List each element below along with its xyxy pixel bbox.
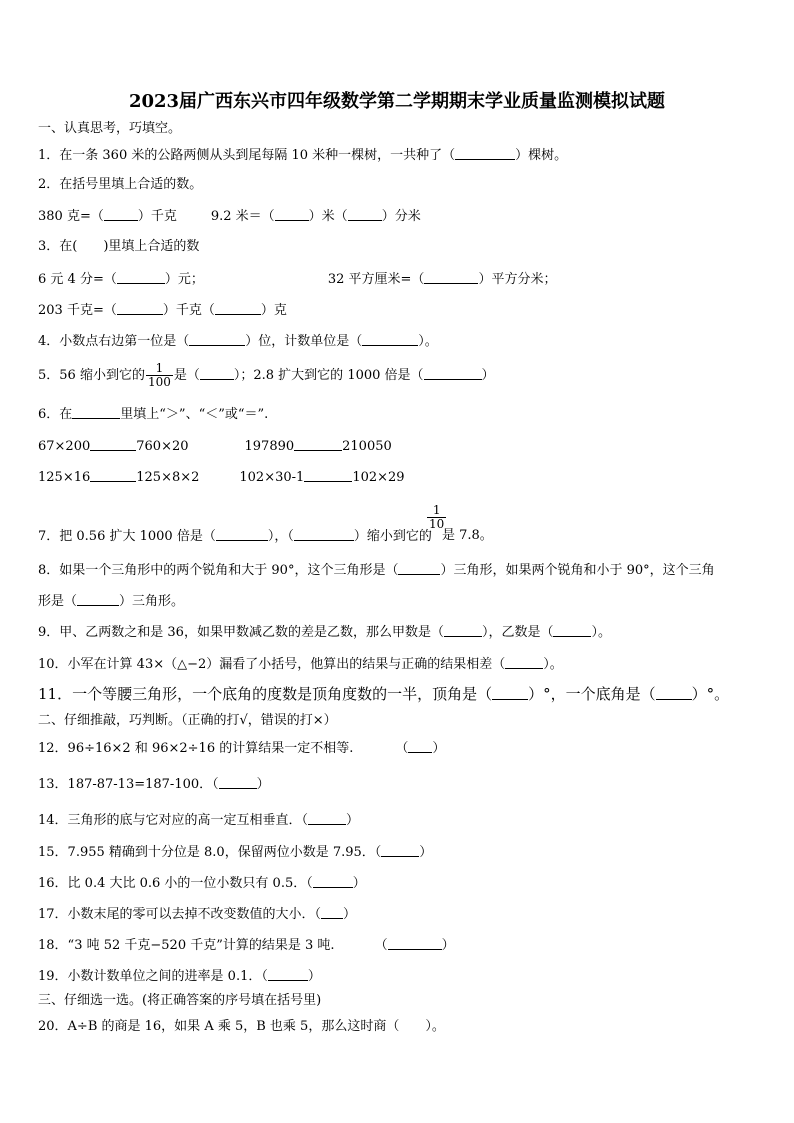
answer-blank[interactable] xyxy=(553,624,591,637)
question-10: 10．小军在计算 43×（△−2）漏看了小括号，他算出的结果与正确的结果相差（ ）。 xyxy=(38,657,563,672)
question-7: 7．把 0.56 扩大 1000 倍是（ ），（ ）缩小到它的 xyxy=(38,529,432,544)
question-2: 2．在括号里填上合适的数。 xyxy=(38,177,203,192)
answer-blank[interactable] xyxy=(117,271,165,284)
answer-blank[interactable] xyxy=(215,302,261,315)
question-6-row-1: 67×200 760×20 197890 210050 xyxy=(38,439,392,454)
question-12: 12．96÷16×2 和 96×2÷16 的计算结果一定不相等. （ ） xyxy=(38,741,446,756)
answer-blank[interactable] xyxy=(362,333,418,346)
answer-blank[interactable] xyxy=(90,438,136,451)
question-6: 6．在 里填上“＞”、“＜”或“＝”. xyxy=(38,407,269,422)
answer-blank[interactable] xyxy=(200,367,234,380)
answer-blank[interactable] xyxy=(424,367,482,380)
answer-blank[interactable] xyxy=(505,656,543,669)
question-19: 19．小数计数单位之间的进率是 0.1．（ ） xyxy=(38,969,321,984)
question-17: 17．小数末尾的零可以去掉不改变数值的大小．（ ） xyxy=(38,907,357,922)
section-2-heading: 二、仔细推敲，巧判断。（正确的打√，错误的打×） xyxy=(38,713,337,728)
answer-blank[interactable] xyxy=(455,147,515,160)
answer-blank[interactable] xyxy=(104,208,138,221)
question-8: 8．如果一个三角形中的两个锐角和大于 90°，这个三角形是（ ）三角形，如果两个锐角和小于 90°，这个三角 xyxy=(38,563,715,578)
answer-blank[interactable] xyxy=(408,740,432,753)
question-18: 18．“3 吨 52 千克−520 千克”计算的结果是 3 吨. （ ） xyxy=(38,938,455,953)
answer-blank[interactable] xyxy=(492,687,528,700)
question-3-row-1: 6 元 4 分=（ ）元； 32 平方厘米=（ ）平方分米； xyxy=(38,272,557,287)
answer-blank[interactable] xyxy=(216,528,268,541)
answer-blank[interactable] xyxy=(308,812,346,825)
answer-blank[interactable] xyxy=(398,562,440,575)
answer-blank[interactable] xyxy=(388,937,442,950)
answer-blank[interactable] xyxy=(117,302,163,315)
answer-blank[interactable] xyxy=(424,271,478,284)
question-5: 5．56 缩小到它的 $\frac{1}{100}$ 是（ ）；2.8 扩大到它的 1000 倍是（ ） xyxy=(38,361,495,389)
answer-blank[interactable] xyxy=(189,333,245,346)
answer-blank[interactable] xyxy=(275,208,309,221)
answer-blank[interactable] xyxy=(381,844,419,857)
answer-blank[interactable] xyxy=(219,776,257,789)
question-4: 4．小数点右边第一位是（ ）位，计数单位是（ ）。 xyxy=(38,334,438,349)
answer-blank[interactable] xyxy=(90,469,136,482)
answer-blank[interactable] xyxy=(294,438,342,451)
answer-blank[interactable] xyxy=(444,624,482,637)
answer-blank[interactable] xyxy=(77,593,119,606)
question-8-cont: 形是（ ）三角形。 xyxy=(38,594,185,609)
section-3-heading: 三、仔细选一选。(将正确答案的序号填在括号里) xyxy=(38,993,322,1008)
question-11: 11．一个等腰三角形，一个底角的度数是顶角度数的一半，顶角是（ ）°，一个底角是（ ）°。 xyxy=(38,685,730,703)
question-2-items: 380 克=（ ）千克 9.2 米＝（ ）米（ ）分米 xyxy=(38,209,421,224)
question-14: 14．三角形的底与它对应的高一定互相垂直．（ ） xyxy=(38,813,360,828)
answer-blank[interactable] xyxy=(313,875,353,888)
question-15: 15．7.955 精确到十分位是 8.0，保留两位小数是 7.95．（ ） xyxy=(38,845,433,860)
question-3-row-2: 203 千克=（ ）千克（ ）克 xyxy=(38,303,287,318)
page-title: 2023届广西东兴市四年级数学第二学期期末学业质量监测模拟试题 xyxy=(128,91,666,112)
question-1: 1．在一条 360 米的公路两侧从头到尾每隔 10 米种一棵树，一共种了（ ）棵树。 xyxy=(38,148,568,163)
fraction: $\frac{1}{100}$ xyxy=(147,361,171,389)
answer-blank[interactable] xyxy=(268,968,308,981)
question-16: 16．比 0.4 大比 0.6 小的一位小数只有 0.5．（ ） xyxy=(38,876,366,891)
question-9: 9．甲、乙两数之和是 36，如果甲数减乙数的差是乙数，那么甲数是（ ），乙数是（ ）。 xyxy=(38,625,611,640)
section-1-heading: 一、认真思考，巧填空。 xyxy=(38,121,182,136)
answer-blank[interactable] xyxy=(348,208,382,221)
question-13: 13．187-87-13=187-100．（ ） xyxy=(38,777,270,792)
question-3: 3．在( )里填上合适的数 xyxy=(38,239,200,254)
question-20: 20．A÷B 的商是 16，如果 A 乘 5，B 也乘 5，那么这时商（ ）。 xyxy=(38,1019,445,1034)
fraction: $\frac{1}{10}$ xyxy=(429,503,445,531)
answer-blank[interactable] xyxy=(72,406,120,419)
answer-blank[interactable] xyxy=(294,528,354,541)
answer-blank[interactable] xyxy=(304,469,352,482)
answer-blank[interactable] xyxy=(321,906,343,919)
question-6-row-2: 125×16 125×8×2 102×30-1 102×29 xyxy=(38,470,405,485)
question-7-tail: 是 7.8。 xyxy=(442,528,493,543)
answer-blank[interactable] xyxy=(656,687,692,700)
